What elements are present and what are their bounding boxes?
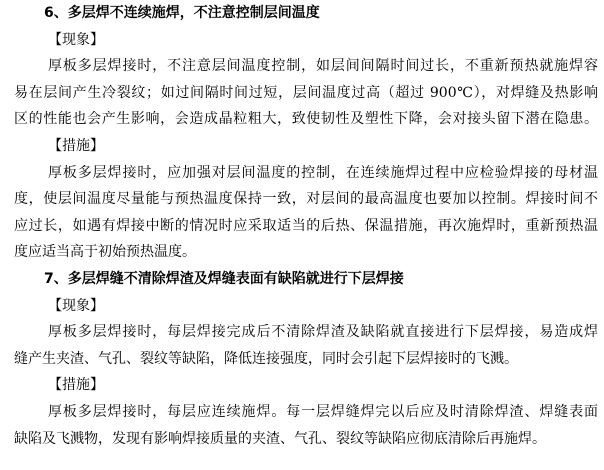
section-6-phenomenon-line-2: 易在层间产生冷裂纹；如过间隔时间过短，层间温度过高（超过 900℃），对焊缝及热影响 [14, 84, 598, 101]
section-6-phenomenon-label: 【现象】 [48, 31, 104, 48]
section-7-phenomenon-label: 【现象】 [48, 297, 104, 314]
section-6-measures-line-2: 度，使层间温度尽量能与预热温度保持一致，对层间的最高温度也要加以控制。焊接时间不 [14, 191, 598, 208]
section-6-measures-line-1: 厚板多层焊接时，应加强对层间温度的控制，在连续施焊过程中应检验焊接的母材温 [48, 164, 598, 181]
section-6-measures-line-3: 应过长，如遇有焊接中断的情况时应采取适当的后热、保温措施，再次施焊时，重新预热温 [14, 217, 598, 234]
section-6-measures-label: 【措施】 [48, 137, 104, 154]
section-6-heading: 6、多层焊不连续施焊，不注意控制层间温度 [44, 5, 320, 21]
section-6-phenomenon-line-1: 厚板多层焊接时，不注意层间温度控制，如层间间隔时间过长，不重新预热就施焊容 [48, 58, 598, 75]
section-7-measures-line-1: 厚板多层焊接时，每层应连续施焊。每一层焊缝焊完以后应及时清除焊渣、焊缝表面 [48, 403, 598, 420]
section-6-measures-line-4: 度应适当高于初始预热温度。 [14, 244, 196, 261]
section-7-heading: 7、多层焊缝不清除焊渣及焊缝表面有缺陷就进行下层焊接 [44, 270, 404, 287]
section-7-measures-line-2: 缺陷及飞溅物，发现有影响焊接质量的夹渣、气孔、裂纹等缺陷应彻底清除后再施焊。 [14, 430, 546, 447]
section-7-phenomenon-line-2: 缝产生夹渣、气孔、裂纹等缺陷，降低连接强度，同时会引起下层焊接时的飞溅。 [14, 350, 518, 367]
section-7-measures-label: 【措施】 [48, 377, 104, 394]
section-6-phenomenon-line-3: 区的性能也会产生影响，会造成晶粒粗大，致使韧性及塑性下降，会对接头留下潜在隐患。 [14, 111, 598, 128]
section-7-phenomenon-line-1: 厚板多层焊接时，每层焊接完成后不清除焊渣及缺陷就直接进行下层焊接，易造成焊 [48, 324, 598, 341]
